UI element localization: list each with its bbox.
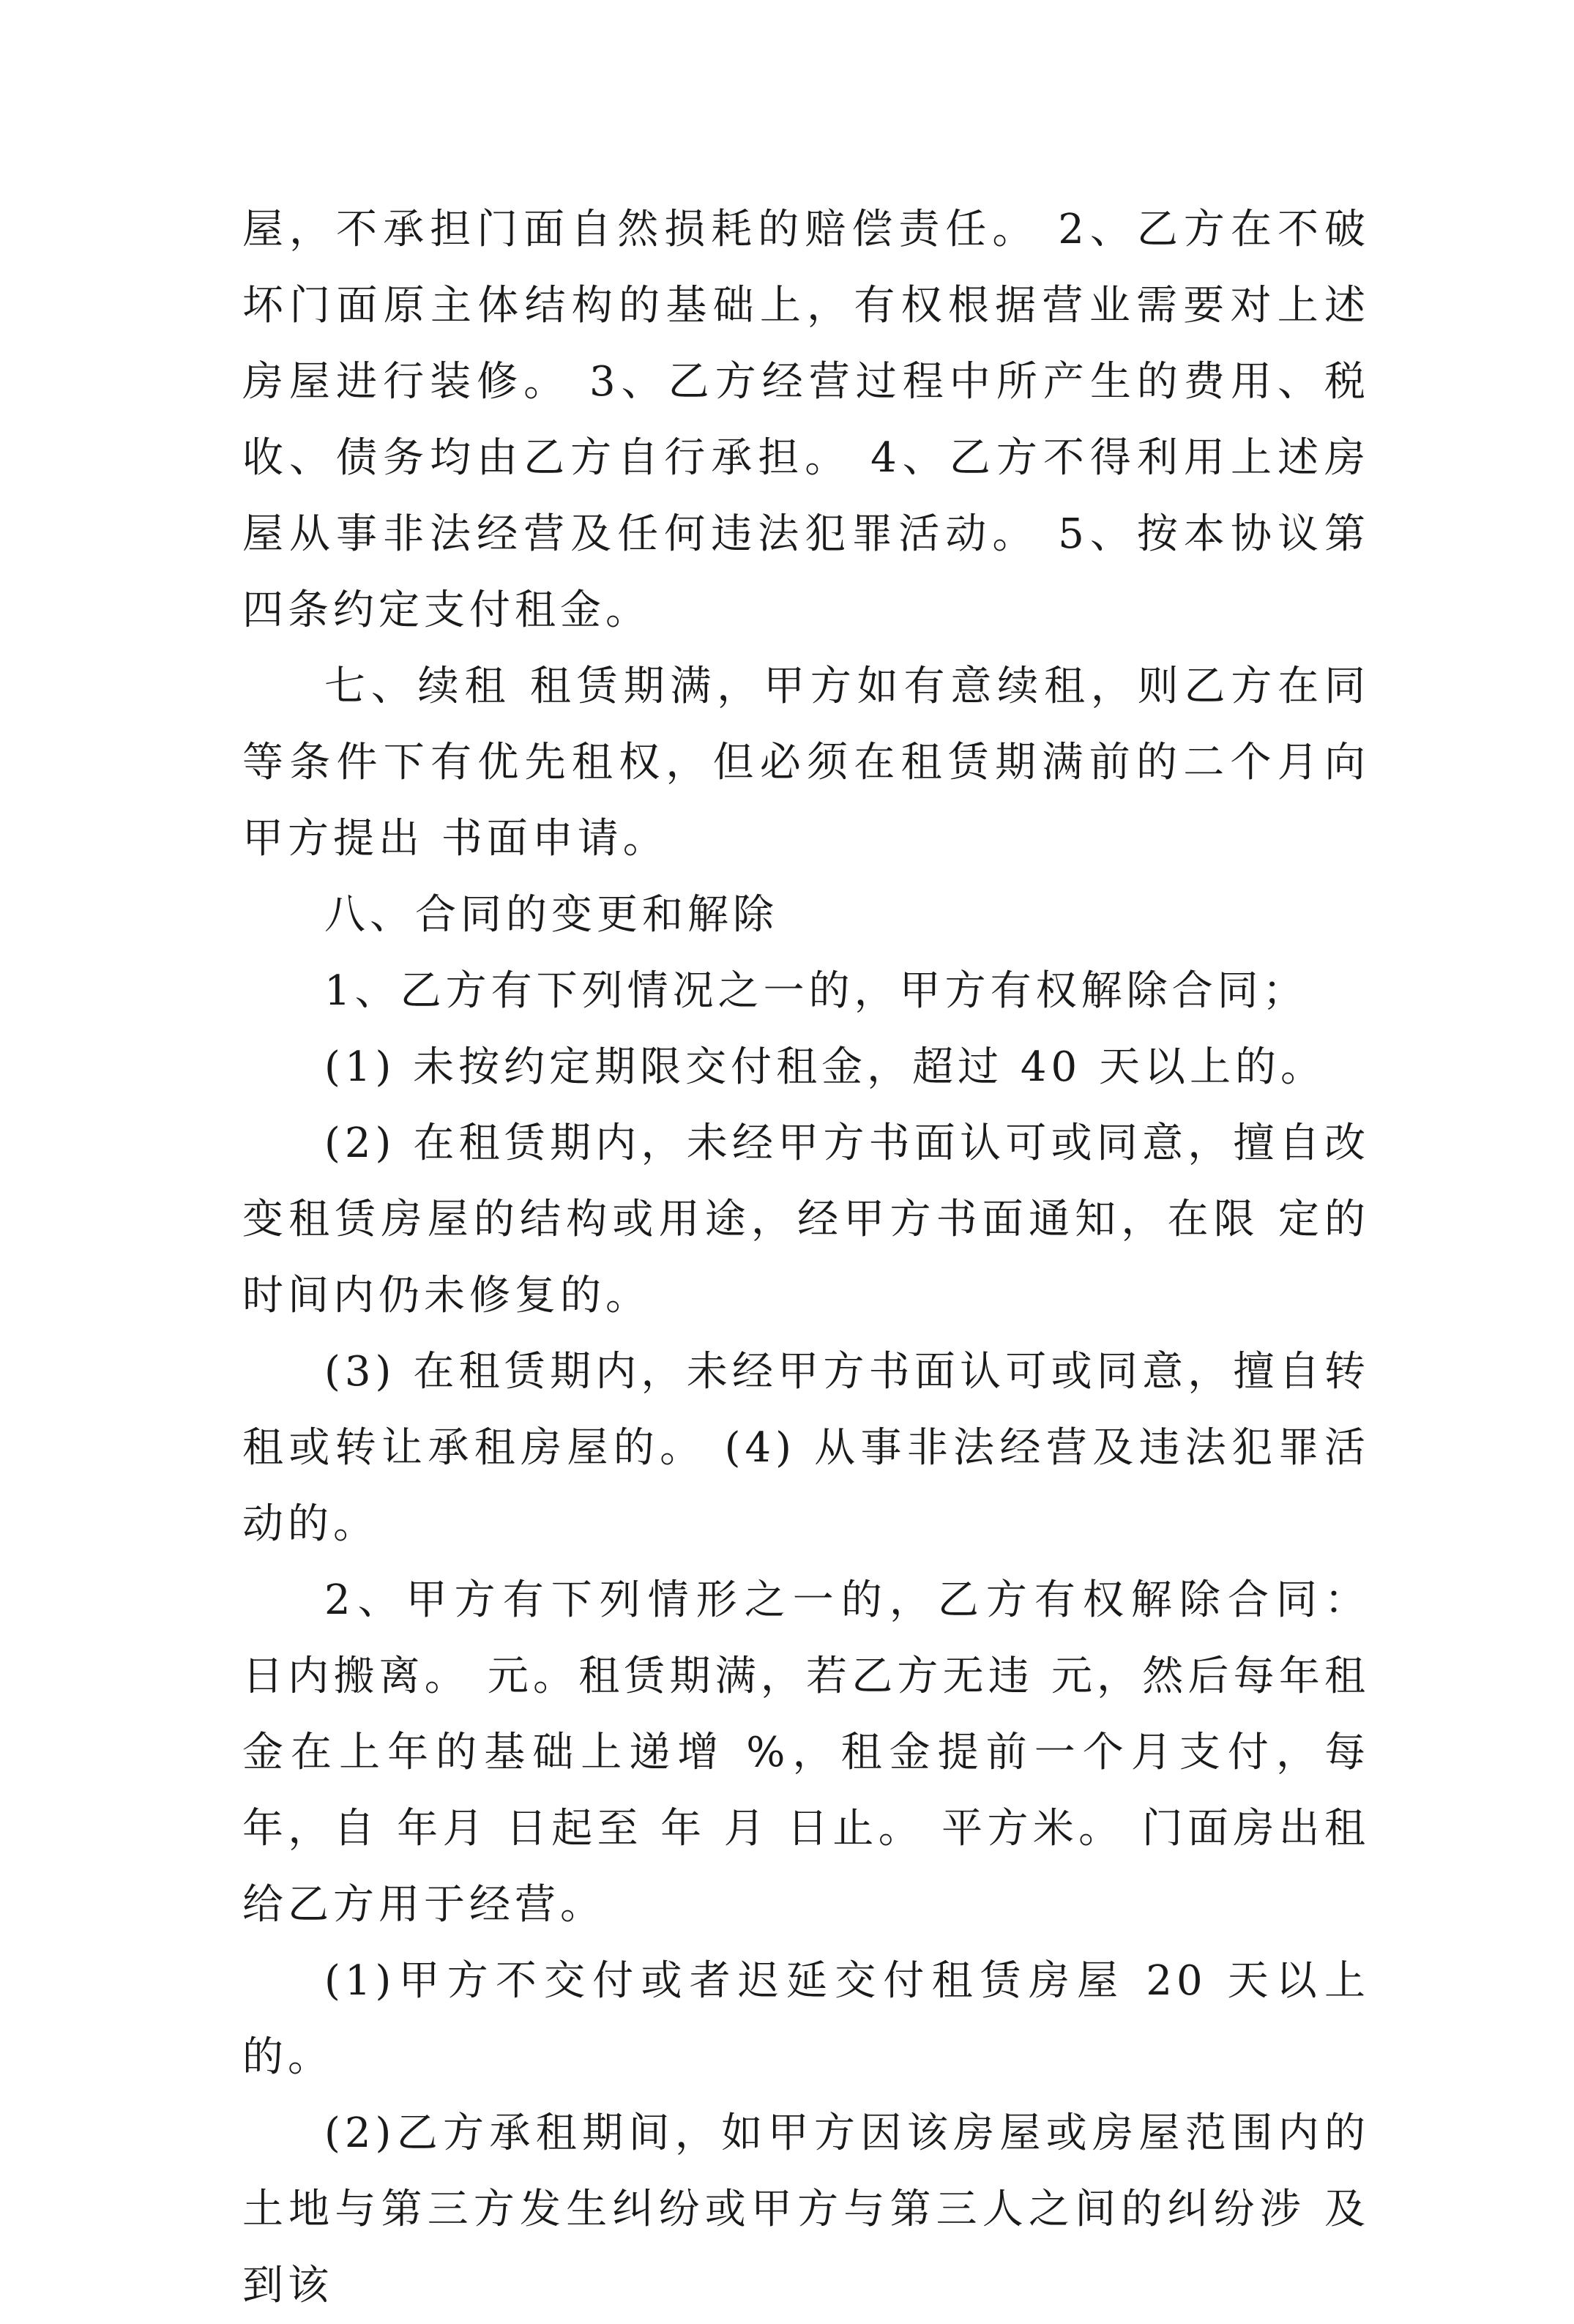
- paragraph-item-2: (2) 在租赁期内，未经甲方书面认可或同意，擅自改变租赁房屋的结构或用途，经甲方书面通知，在限 定的时间内仍未修复的。: [242, 1120, 1370, 1319]
- paragraph-item-1: (1) 未按约定期限交付租金，超过 40 天以上的。: [324, 1043, 1326, 1091]
- paragraph-renewal: 七、续租 租赁期满，甲方如有意续租，则乙方在同等条件下有优先租权，但必须在租赁期满前的二个月向甲方提出 书面申请。: [242, 663, 1370, 863]
- paragraph-landlord-item-2: (2)乙方承租期间，如甲方因该房屋或房屋范围内的土地与第三方发生纠纷或甲方与第三人之间的纠纷涉 及到该: [242, 2109, 1370, 2309]
- document-body: [242, 192, 1387, 2324]
- section-heading-change-termination: 八、合同的变更和解除: [324, 891, 778, 939]
- paragraph-landlord-item-1: (1)甲方不交付或者迟延交付租赁房屋 20 天以上的。: [242, 1957, 1370, 2081]
- paragraph-tenant-obligations: 屋，不承担门面自然损耗的赔偿责任。 2、乙方在不破坏门面原主体结构的基础上，有权根据营业需要对上述房屋进行装修。 3、乙方经营过程中所产生的费用、税收、债务均由乙方自行承担。 4、乙方不得利用上述房屋从事非法经营及任何违法犯罪活动。 5、按本协议第四条约定支付租金。: [242, 206, 1370, 634]
- paragraph-clause-2: 2、甲方有下列情形之一的，乙方有权解除合同： 日内搬离。 元。租赁期满，若乙方无违 元，然后每年租金在上年的基础上递增 %，租金提前一个月支付，每 年，自 年月 日起至 年 月 日止。 平方米。 门面房出租给乙方用于经营。: [242, 1576, 1387, 1929]
- paragraph-item-3-4: (3) 在租赁期内，未经甲方书面认可或同意，擅自转租或转让承租房屋的。 (4) 从事非法经营及违法犯罪活动的。: [242, 1348, 1370, 1548]
- paragraph-clause-1: 1、乙方有下列情况之一的，甲方有权解除合同；: [324, 967, 1308, 1015]
